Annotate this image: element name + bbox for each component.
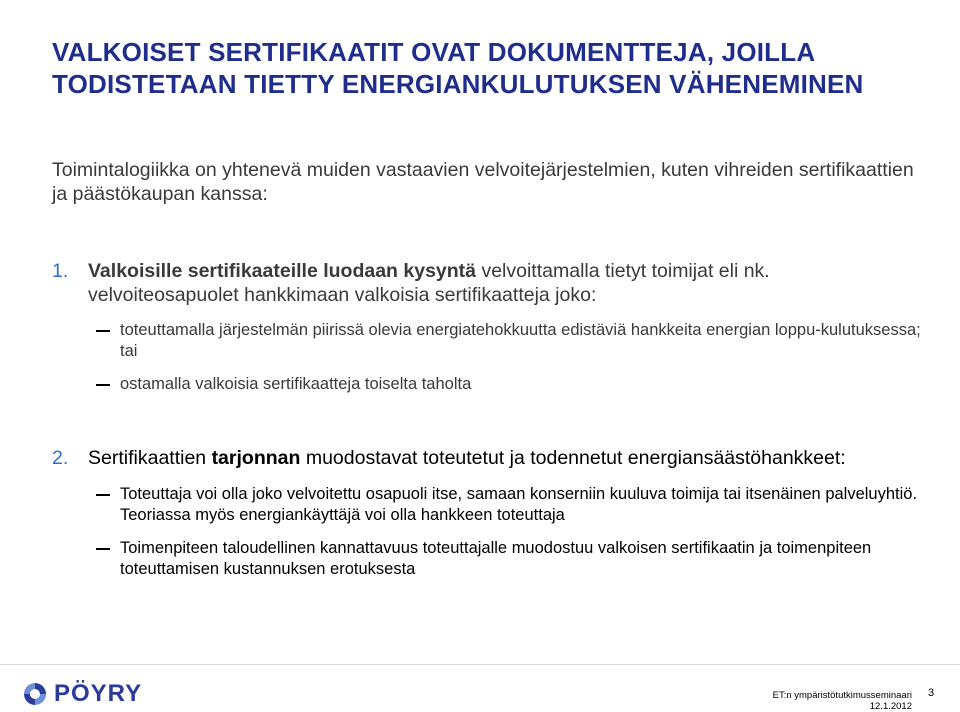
item-1-text-2: velvoiteosapuolet hankkimaan valkoisia sertifikaatteja joko: xyxy=(88,284,597,306)
item-2-number: 2. xyxy=(52,447,69,469)
footer-info xyxy=(773,690,912,712)
item-2-pre: Sertifikaattien xyxy=(88,447,212,469)
dash-bullet xyxy=(96,384,110,386)
item-2-bold: tarjonnan xyxy=(211,447,301,469)
footer-event: ET:n ympäristötutkimusseminaari xyxy=(772,690,912,701)
sub-item-text: ostamalla valkoisia sertifikaatteja toiselta taholta xyxy=(120,375,472,393)
sub-item-text: Toteuttaja voi olla joko velvoitettu osapuoli itse, samaan konserniin kuuluva toimija tai itsenäinen palveluyhtiö. Teoriassa myös energiankäyttäjä voi olla hankkeen toteuttaja xyxy=(120,485,918,524)
poyry-logo xyxy=(22,681,142,707)
list-item-1 xyxy=(52,259,942,307)
intro-paragraph: Toimintalogiikka on yhtenevä muiden vastaavien velvoitejärjestelmien, kuten vihreiden sertifikaattien ja päästökaupan kanssa: xyxy=(52,159,914,205)
list-item-2 xyxy=(52,446,942,470)
title-line-1: VALKOISET SERTIFIKAATIT OVAT DOKUMENTTEJA, JOILLA xyxy=(52,37,816,67)
dash-bullet xyxy=(96,330,110,332)
item-1-number: 1. xyxy=(52,260,69,282)
footer-divider xyxy=(0,664,960,665)
dash-bullet xyxy=(96,494,110,496)
title-line-2: TODISTETAAN TIETTY ENERGIANKULUTUKSEN VÄHENEMINEN xyxy=(52,69,864,99)
dash-bullet xyxy=(96,548,110,550)
list-item-1-sub-2 xyxy=(120,374,940,395)
item-2-rest: muodostavat toteutetut ja todennetut energiansäästöhankkeet: xyxy=(300,447,846,469)
logo-wordmark: PÖYRY xyxy=(54,680,143,707)
footer-date: 12.1.2012 xyxy=(869,701,912,712)
item-1-bold: Valkoisille sertifikaateille luodaan kysyntä xyxy=(88,260,477,282)
poyry-logo-icon xyxy=(22,681,48,707)
sub-item-text: Toimenpiteen taloudellinen kannattavuus toteuttajalle muodostuu valkoisen sertifikaatin ja toimenpiteen toteuttamisen kustannuksen erotuksesta xyxy=(120,539,872,578)
page-number: 3 xyxy=(928,687,935,699)
list-item-1-sub-1 xyxy=(120,320,940,362)
item-1-text-1: velvoittamalla tietyt toimijat eli nk. xyxy=(476,260,770,282)
slide-title xyxy=(52,36,932,100)
list-item-2-sub-1 xyxy=(120,484,940,526)
list-item-2-sub-2 xyxy=(120,538,940,580)
sub-item-text: toteuttamalla järjestelmän piirissä olevia energiatehokkuutta edistäviä hankkeita energian loppu-kulutuksessa; tai xyxy=(120,321,921,360)
